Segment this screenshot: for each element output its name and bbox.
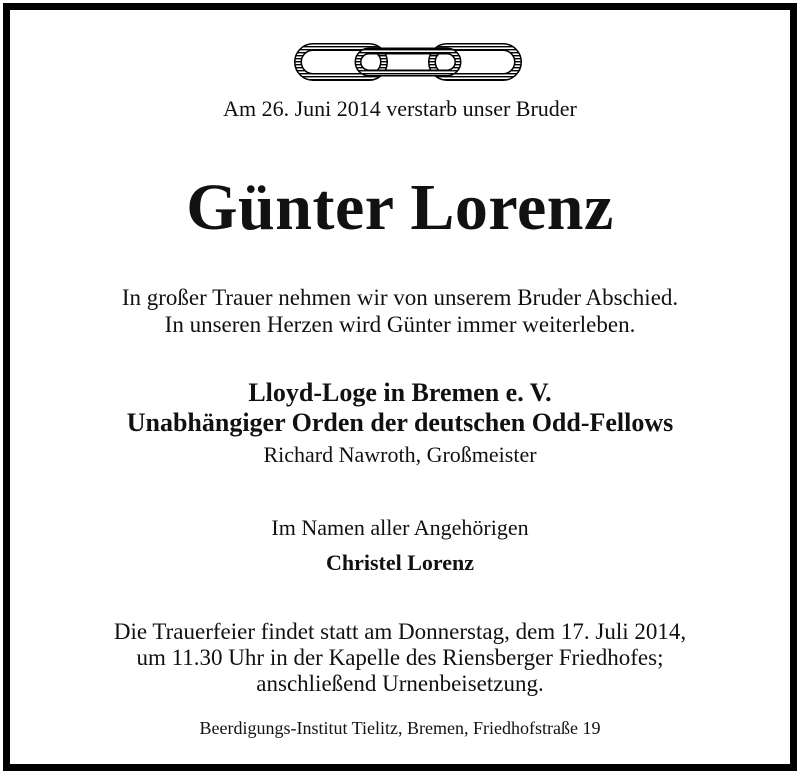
organization-order: Unabhängiger Orden der deutschen Odd-Fellows xyxy=(126,408,674,437)
relatives-name: Christel Lorenz xyxy=(325,550,475,575)
funeral-home-line: Beerdigungs-Institut Tielitz, Bremen, Friedhofstraße 19 xyxy=(199,718,601,738)
organization-name: Lloyd-Loge in Bremen e. V. xyxy=(248,378,552,407)
service-line-2: um 11.30 Uhr in der Kapelle des Riensberger Friedhofes; xyxy=(136,645,664,670)
relatives-label: Im Namen aller Angehörigen xyxy=(271,515,529,540)
mourning-line-2: In unseren Herzen wird Günter immer weiterleben. xyxy=(164,312,636,337)
obituary-frame xyxy=(3,3,797,771)
service-line-1: Die Trauerfeier findet statt am Donnerstag, dem 17. Juli 2014, xyxy=(113,619,687,644)
deceased-name: Günter Lorenz xyxy=(186,171,614,244)
mourning-line-1: In großer Trauer nehmen wir von unserem Bruder Abschied. xyxy=(121,285,679,310)
three-chain-links-icon xyxy=(294,37,522,87)
organization-signatory: Richard Nawroth, Großmeister xyxy=(263,442,537,467)
death-announcement-line: Am 26. Juni 2014 verstarb unser Bruder xyxy=(223,96,577,121)
service-line-3: anschließend Urnenbeisetzung. xyxy=(256,671,544,696)
